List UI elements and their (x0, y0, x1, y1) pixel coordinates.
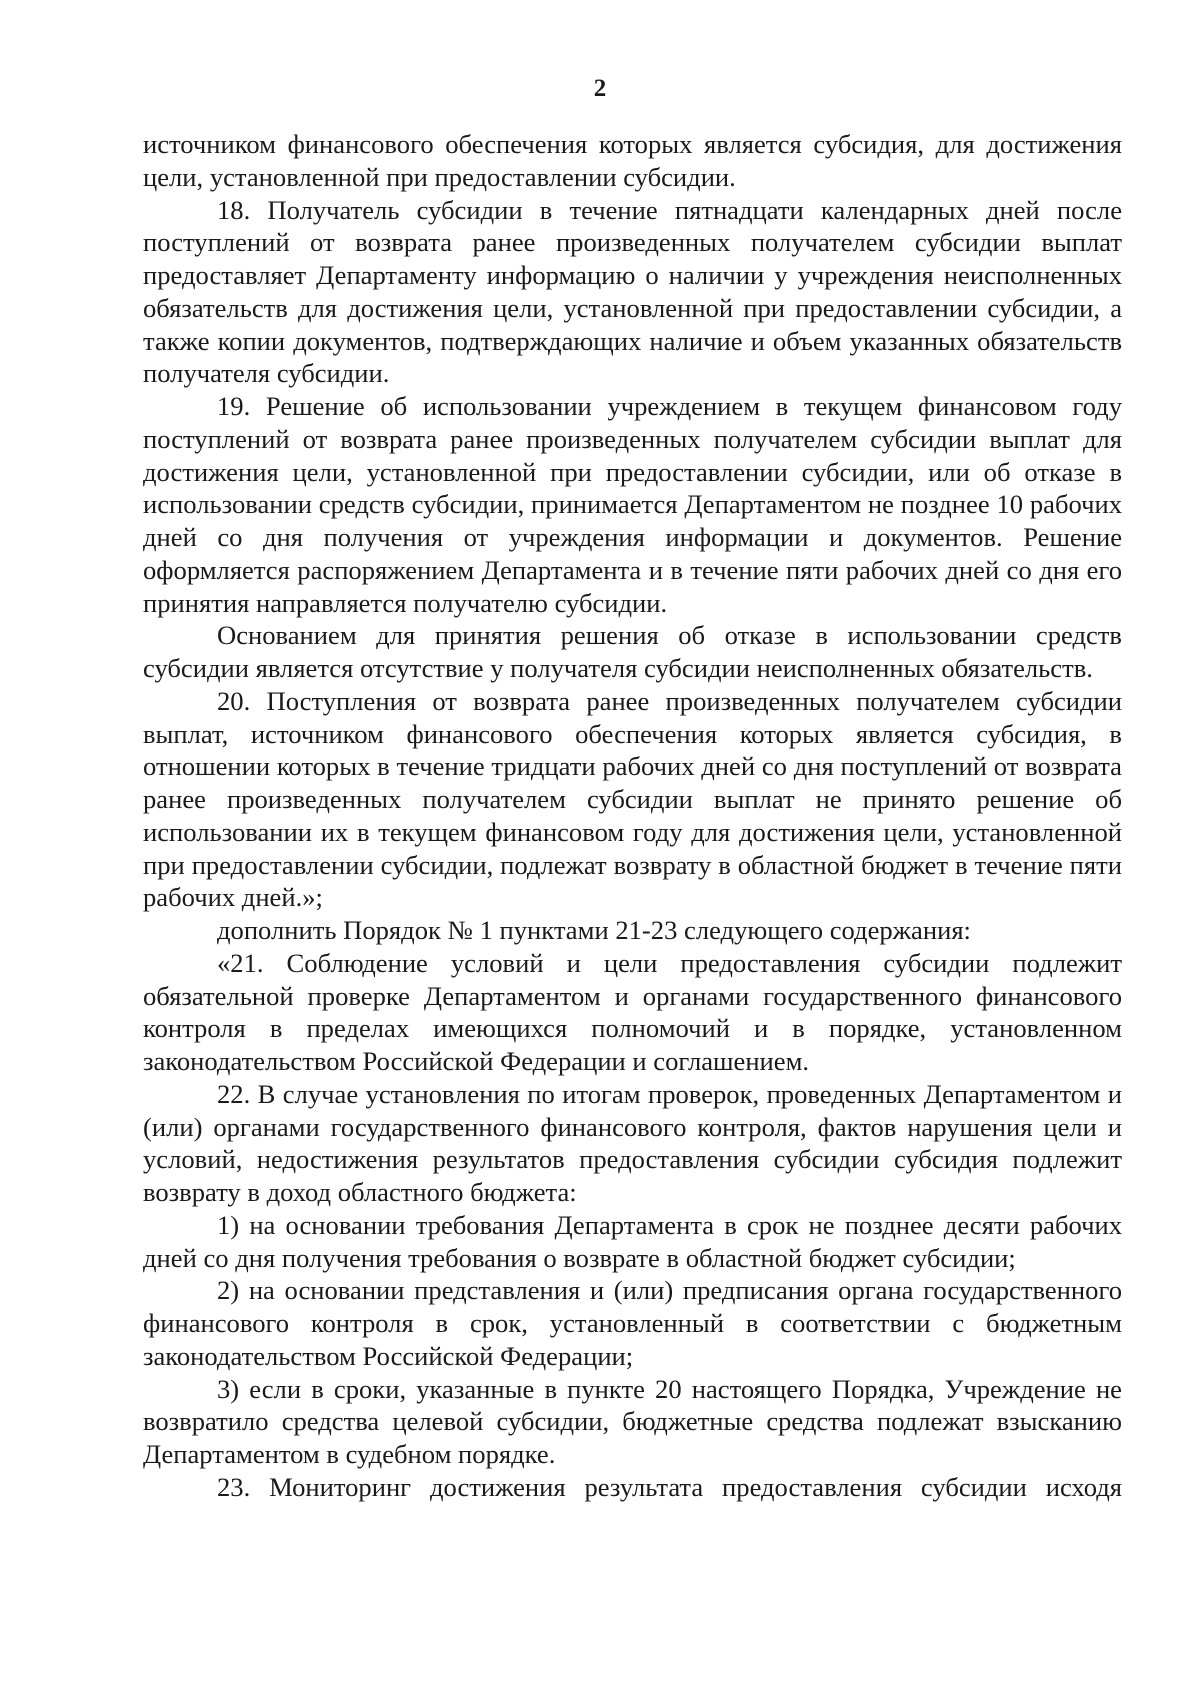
paragraph-subitem-2: 2) на основании представления и (или) предписания органа государственного финансового контроля в срок, установленный в соответствии с бюджетным законодательством Российской Федерации; (143, 1275, 1122, 1371)
document-body (143, 128, 1122, 1504)
paragraph-subitem-3: 3) если в сроки, указанные в пункте 20 настоящего Порядка, Учреждение не возвратило средства целевой субсидии, бюджетные средства подлежат взысканию Департаментом в судебном порядке. (143, 1373, 1122, 1469)
paragraph-item-23: 23. Мониторинг достижения результата предоставления субсидии исходя (217, 1471, 1122, 1502)
paragraph-continuation: источником финансового обеспечения которых является субсидия, для достижения цели, установленной при предоставлении субсидии. (143, 129, 1122, 192)
paragraph-item-20: 20. Поступления от возврата ранее произведенных получателем субсидии выплат, источником финансового обеспечения которых является субсидия, в отношении которых в течение тридцати рабочих дней со дня поступлений от возврата ранее произведенных получателем субсидии выплат не принято решение об использовании их в текущем финансовом году для достижения цели, установленной при предоставлении субсидии, подлежат возврату в областной бюджет в течение пяти рабочих дней.»; (143, 685, 1122, 913)
page-number: 2 (593, 75, 607, 102)
paragraph-amendment-intro: дополнить Порядок № 1 пунктами 21-23 следующего содержания: (217, 915, 971, 945)
paragraph-item-19: 19. Решение об использовании учреждением в текущем финансовом году поступлений от возврата ранее произведенных получателем субсидии выплат для достижения цели, установленной при предоставлении субсидии, или об отказе в использовании средств субсидии, принимается Департаментом не позднее 10 рабочих дней со дня получения от учреждения информации и документов. Решение оформляется распоряжением Департамента и в течение пяти рабочих дней со дня его принятия направляется получателю субсидии. (143, 391, 1122, 618)
paragraph-item-18: 18. Получатель субсидии в течение пятнадцати календарных дней после поступлений от возврата ранее произведенных получателем субсидии выплат предоставляет Департаменту информацию о наличии у учреждения неисполненных обязательств для достижения цели, установленной при предоставлении субсидии, а также копии документов, подтверждающих наличие и объем указанных обязательств получателя субсидии. (143, 194, 1122, 389)
paragraph-item-21: «21. Соблюдение условий и цели предоставления субсидии подлежит обязательной проверке Департаментом и органами государственного финансового контроля в пределах имеющихся полномочий и в порядке, установленном законодательством Российской Федерации и соглашением. (143, 947, 1122, 1076)
paragraph-item-22: 22. В случае установления по итогам проверок, проведенных Департаментом и (или) органами государственного финансового контроля, фактов нарушения цели и условий, недостижения результатов предоставления субсидии субсидия подлежит возврату в доход областного бюджета: (143, 1078, 1122, 1207)
paragraph-subitem-1: 1) на основании требования Департамента в срок не позднее десяти рабочих дней со дня получения требования о возврате в областной бюджет субсидии; (143, 1209, 1122, 1273)
paragraph-refusal-grounds: Основанием для принятия решения об отказе в использовании средств субсидии является отсутствие у получателя субсидии неисполненных обязательств. (143, 620, 1122, 683)
